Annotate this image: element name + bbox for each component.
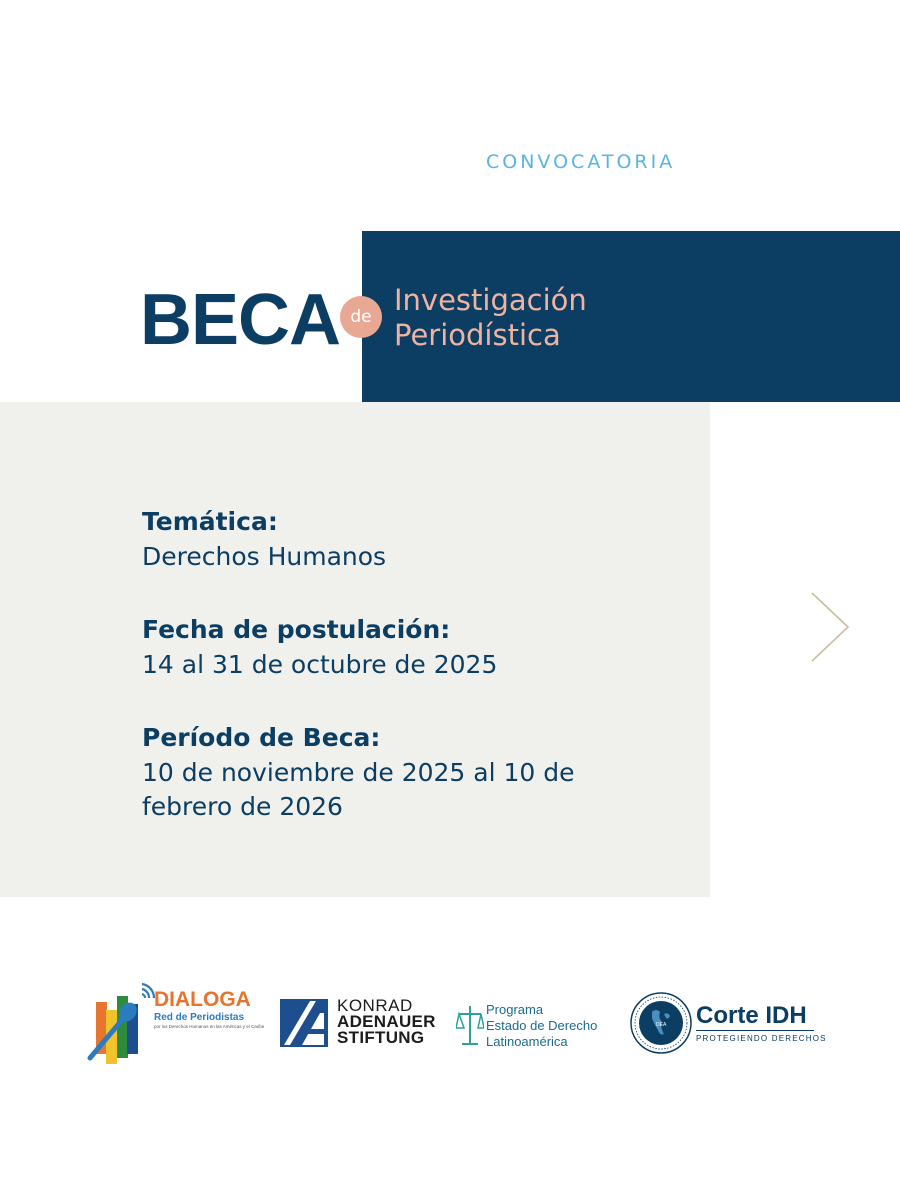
corte-idh-logo bbox=[630, 992, 830, 1056]
title-subtitle bbox=[394, 283, 587, 353]
periodo-beca-value: 10 de noviembre de 2025 al 10 de febrero de 2026 bbox=[142, 758, 575, 821]
dialoga-emblem-icon bbox=[84, 980, 156, 1068]
kicker-convocatoria: CONVOCATORIA bbox=[486, 151, 676, 173]
dialoga-name: DIALOGA bbox=[154, 988, 251, 1011]
kas-line-2: ADENAUER bbox=[337, 1012, 436, 1031]
fecha-postulacion-label: Fecha de postulación: bbox=[142, 615, 451, 644]
kas-line-1: KONRAD bbox=[337, 996, 413, 1015]
corte-idh-divider bbox=[696, 1030, 814, 1031]
subtitle-line-2: Periodística bbox=[394, 318, 561, 352]
corte-idh-seal-icon bbox=[630, 992, 692, 1054]
kas-line-3: STIFTUNG bbox=[337, 1028, 425, 1047]
kas-emblem-icon bbox=[280, 999, 328, 1047]
dialoga-logo bbox=[84, 980, 264, 1068]
dialoga-tagline: por los Derechos Humanos en las Américas y el Caribe bbox=[154, 1024, 265, 1029]
programa-line-2: Estado de Derecho bbox=[486, 1018, 598, 1033]
scales-of-justice-icon bbox=[456, 1004, 484, 1048]
programa-line-1: Programa bbox=[486, 1002, 544, 1017]
seal-initials: OEA bbox=[655, 1022, 667, 1028]
tematica-label: Temática: bbox=[142, 507, 278, 536]
fecha-postulacion-value: 14 al 31 de octubre de 2025 bbox=[142, 650, 498, 679]
corte-idh-tagline: PROTEGIENDO DERECHOS bbox=[696, 1034, 827, 1043]
title-connector: de bbox=[350, 307, 372, 327]
kas-logo bbox=[280, 996, 450, 1049]
programa-logo bbox=[456, 1002, 606, 1052]
periodo-beca-label: Período de Beca: bbox=[142, 723, 381, 752]
tematica-value: Derechos Humanos bbox=[142, 542, 387, 571]
corte-idh-name: Corte IDH bbox=[696, 1002, 807, 1029]
programa-line-3: Latinoamérica bbox=[486, 1034, 568, 1049]
title-beca: BECA bbox=[140, 280, 341, 360]
title-connector-badge bbox=[340, 296, 382, 338]
subtitle-line-1: Investigación bbox=[394, 283, 587, 317]
next-arrow-icon[interactable] bbox=[804, 587, 860, 667]
dialoga-subtitle: Red de Periodistas bbox=[154, 1012, 245, 1023]
